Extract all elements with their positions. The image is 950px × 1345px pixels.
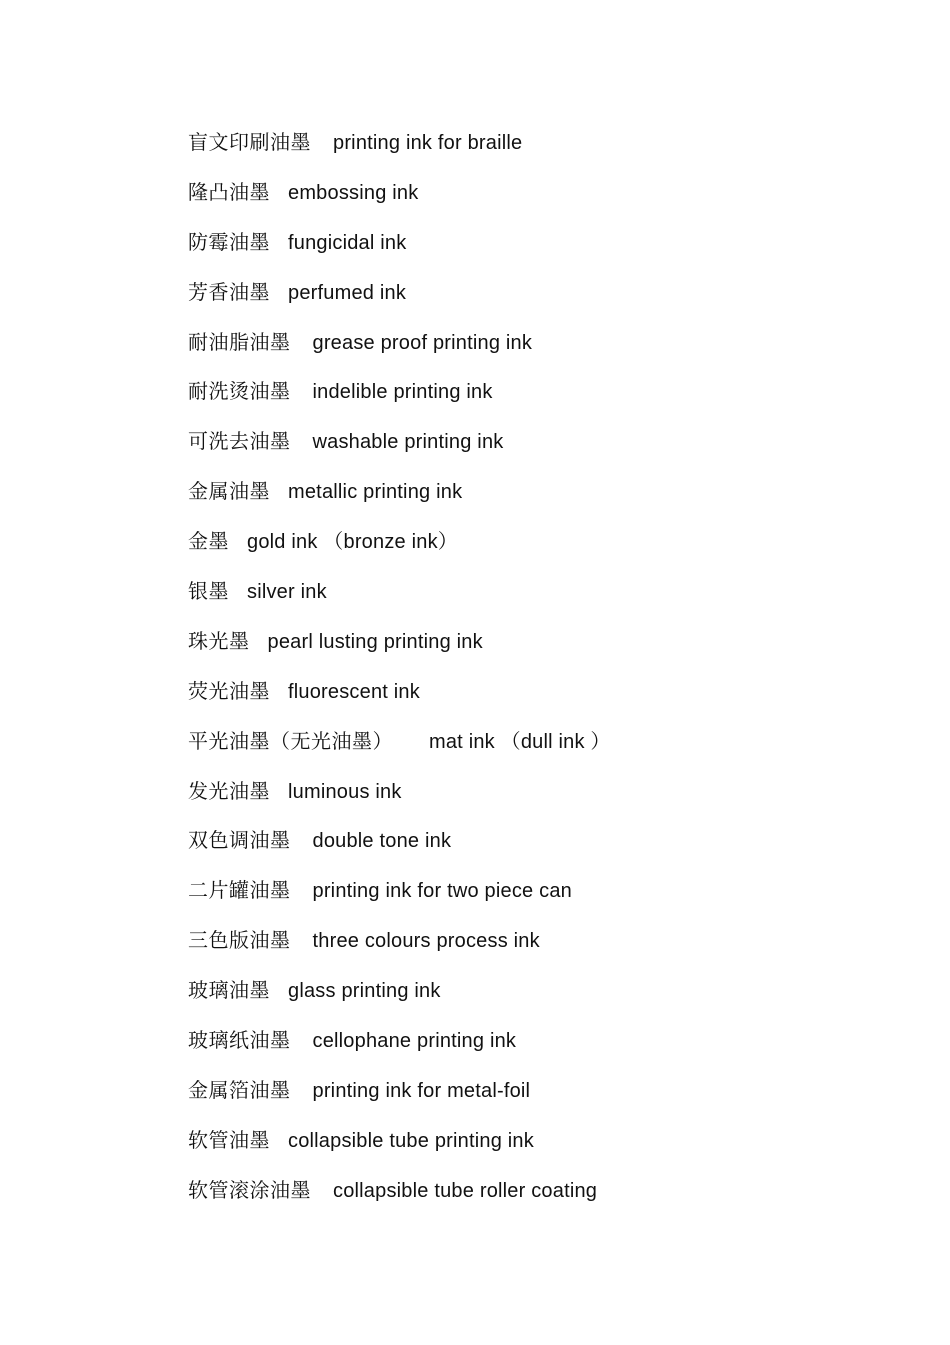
glossary-entry [188, 1026, 611, 1076]
english-term: collapsible tube printing ink [288, 1129, 534, 1152]
english-term: pearl lusting printing ink [267, 630, 483, 653]
chinese-term: 珠光墨 [188, 628, 250, 653]
english-term: embossing ink [288, 181, 419, 204]
chinese-term: 金属油墨 [188, 479, 270, 504]
english-term: fluorescent ink [288, 680, 420, 703]
chinese-term: 软管滚涂油墨 [188, 1177, 311, 1202]
english-term: printing ink for two piece can [312, 880, 572, 903]
english-term: cellophane printing ink [312, 1030, 517, 1053]
glossary-entry [188, 427, 611, 477]
chinese-term: 耐油脂油墨 [188, 329, 291, 354]
chinese-term: 三色版油墨 [188, 928, 291, 953]
glossary-entry [188, 1076, 611, 1126]
glossary-entry [188, 677, 611, 727]
chinese-term: 芳香油墨 [188, 279, 270, 304]
glossary-entry [188, 377, 611, 427]
glossary-entry [188, 577, 611, 627]
english-term: glass printing ink [288, 980, 441, 1003]
chinese-term: 玻璃油墨 [188, 978, 270, 1003]
english-term: mat ink （dull ink ） [429, 730, 611, 753]
english-term: washable printing ink [312, 431, 504, 454]
glossary-entry [188, 1126, 611, 1176]
chinese-term: 二片罐油墨 [188, 878, 291, 903]
english-term: perfumed ink [288, 281, 407, 304]
glossary-entry [188, 777, 611, 827]
glossary-entry [188, 228, 611, 278]
glossary-entry [188, 128, 611, 178]
english-term: gold ink （bronze ink） [247, 531, 458, 554]
chinese-term: 防霉油墨 [188, 229, 270, 254]
glossary-entry [188, 627, 611, 677]
english-term: collapsible tube roller coating [333, 1179, 598, 1202]
chinese-term: 双色调油墨 [188, 828, 291, 853]
glossary-entry [188, 926, 611, 976]
chinese-term: 荧光油墨 [188, 678, 270, 703]
glossary-entry [188, 826, 611, 876]
english-term: indelible printing ink [312, 381, 493, 404]
glossary-entry [188, 328, 611, 378]
chinese-term: 玻璃纸油墨 [188, 1028, 291, 1053]
english-term: luminous ink [288, 780, 402, 803]
glossary-entry [188, 976, 611, 1026]
chinese-term: 金墨 [188, 529, 229, 554]
glossary-entry [188, 527, 611, 577]
chinese-term: 金属箔油墨 [188, 1077, 291, 1102]
english-term: three colours process ink [312, 930, 540, 953]
chinese-term: 发光油墨 [188, 778, 270, 803]
glossary-list [188, 128, 611, 1226]
english-term: silver ink [247, 581, 327, 604]
english-term: printing ink for braille [333, 132, 523, 154]
glossary-entry [188, 477, 611, 527]
chinese-term: 隆凸油墨 [188, 179, 270, 204]
english-term: printing ink for metal-foil [312, 1079, 531, 1102]
chinese-term: 耐洗烫油墨 [188, 379, 291, 404]
chinese-term: 可洗去油墨 [188, 429, 291, 454]
english-term: fungicidal ink [288, 231, 407, 254]
glossary-entry [188, 727, 611, 777]
chinese-term: 盲文印刷油墨 [188, 130, 311, 154]
english-term: grease proof printing ink [312, 331, 533, 354]
glossary-entry [188, 178, 611, 228]
glossary-entry [188, 278, 611, 328]
english-term: double tone ink [312, 830, 452, 853]
chinese-term: 软管油墨 [188, 1127, 270, 1152]
chinese-term: 银墨 [188, 579, 229, 604]
chinese-term: 平光油墨（无光油墨） [188, 728, 393, 753]
english-term: metallic printing ink [288, 481, 463, 504]
glossary-entry [188, 876, 611, 926]
glossary-entry [188, 1176, 611, 1226]
